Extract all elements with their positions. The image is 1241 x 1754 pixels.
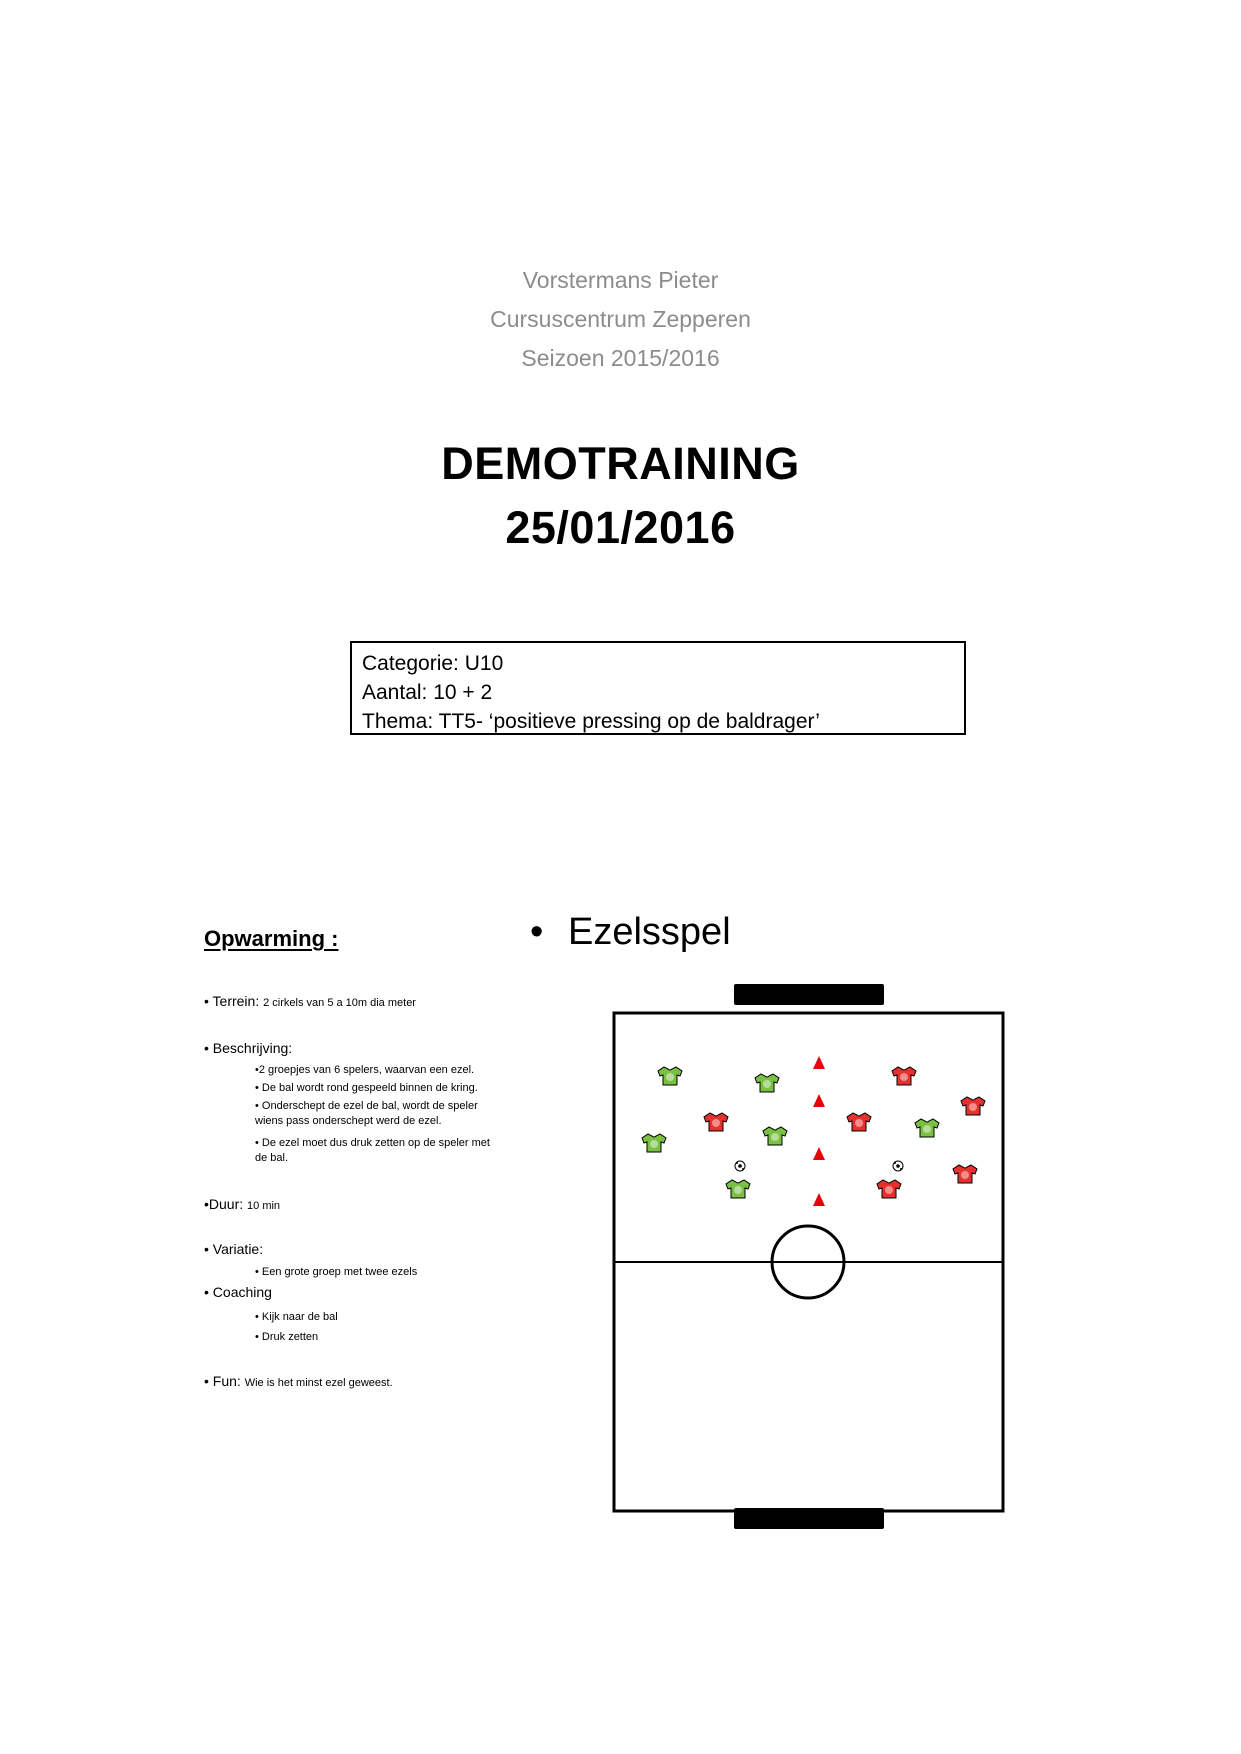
beschrijving-item: • Onderschept de ezel de bal, wordt de speler wiens pass onderschept werd de ezel. <box>255 1100 478 1127</box>
green-player <box>642 1134 666 1152</box>
fun-value: Wie is het minst ezel geweest. <box>244 1377 393 1389</box>
cone <box>813 1094 825 1107</box>
fun-label: • Fun: <box>204 1373 241 1389</box>
variatie-item: • Een grote groep met twee ezels <box>255 1266 418 1278</box>
coaching-item: • Kijk naar de bal <box>255 1311 338 1323</box>
variatie-label: • Variatie: <box>204 1241 264 1257</box>
terrein-label: • Terrein: <box>204 993 260 1009</box>
theme-line: Thema: TT5- ‘positieve pressing op de baldrager’ <box>362 710 820 733</box>
duur-value: 10 min <box>247 1200 281 1212</box>
beschrijving-item: • De bal wordt rond gespeeld binnen de kring. <box>255 1082 478 1094</box>
beschrijving-label: • Beschrijving: <box>204 1040 293 1056</box>
exercise-name: Ezelsspel <box>568 911 731 953</box>
red-player <box>847 1113 871 1131</box>
goal-top <box>734 984 884 1005</box>
course-center: Cursuscentrum Zepperen <box>490 306 751 332</box>
count-line: Aantal: 10 + 2 <box>362 681 493 704</box>
red-player <box>961 1097 985 1115</box>
document-title: DEMOTRAINING <box>441 438 800 489</box>
ball <box>735 1161 745 1171</box>
cone <box>813 1147 825 1160</box>
beschrijving-item: • De ezel moet dus druk zetten op de speler met de bal. <box>255 1137 490 1164</box>
green-player <box>726 1180 750 1198</box>
green-player <box>658 1067 682 1085</box>
ball <box>893 1161 903 1171</box>
green-player <box>763 1127 787 1145</box>
red-player <box>953 1165 977 1183</box>
document-date: 25/01/2016 <box>505 502 736 553</box>
green-player <box>755 1074 779 1092</box>
duur-label: •Duur: <box>204 1196 244 1212</box>
author-name: Vorstermans Pieter <box>522 267 719 293</box>
red-player <box>877 1180 901 1198</box>
warmup-heading: Opwarming : <box>204 926 339 951</box>
red-player <box>892 1067 916 1085</box>
season: Seizoen 2015/2016 <box>521 345 720 371</box>
green-player <box>915 1119 939 1137</box>
exercise-bullet: • <box>530 911 544 953</box>
beschrijving-item: •2 groepjes van 6 spelers, waarvan een ezel. <box>255 1064 475 1076</box>
terrein-value: 2 cirkels van 5 a 10m dia meter <box>263 997 416 1009</box>
cone <box>813 1193 825 1206</box>
cone <box>813 1056 825 1069</box>
red-player <box>704 1113 728 1131</box>
coaching-label: • Coaching <box>204 1284 272 1300</box>
coaching-item: • Druk zetten <box>255 1331 319 1343</box>
category-line: Categorie: U10 <box>362 652 504 675</box>
